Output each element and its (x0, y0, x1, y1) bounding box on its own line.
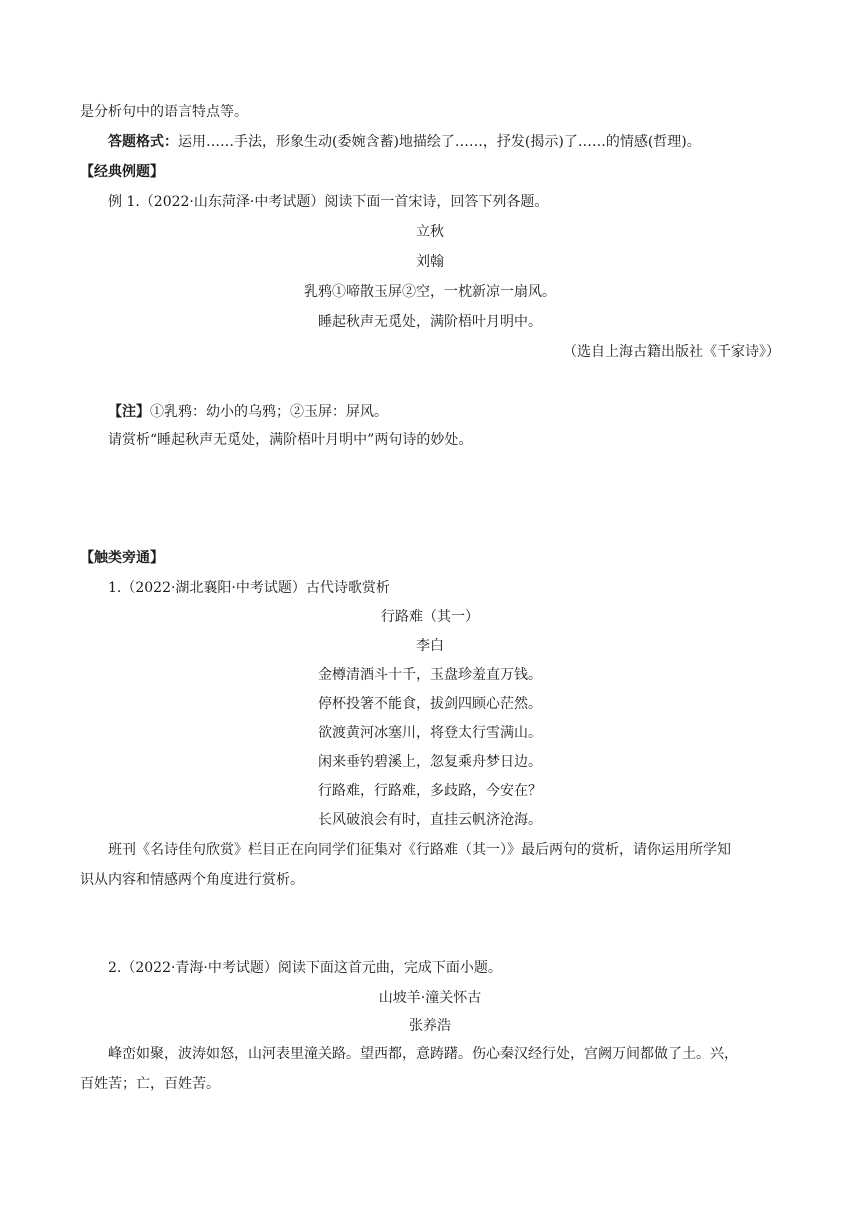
practice-q1-poem-line: 金樽清酒斗十千，玉盘珍羞直万钱。 (318, 667, 542, 683)
practice-q1-prompt-line: 班刊《名诗佳句欣赏》栏目正在向同学们征集对《行路难（其一）》最后两句的赏析，请你运用所学知 (108, 842, 731, 858)
example-heading: 【经典例题】 (80, 164, 164, 180)
example-note-label: 【注】 (108, 404, 150, 420)
practice-q1-poem-author: 李白 (416, 638, 444, 654)
practice-heading: 【触类旁通】 (80, 550, 164, 566)
example-note (108, 402, 388, 422)
answer-format-text: 运用……手法，形象生动(委婉含蓄)地描绘了……，抒发(揭示)了……的情感(哲理)。 (178, 134, 701, 150)
practice-q1-question: 1.（2022·湖北襄阳·中考试题）古代诗歌赏析 (108, 580, 390, 596)
practice-q1-poem-line: 长风破浪会有时，直挂云帆济沧海。 (318, 812, 542, 828)
example-question: 例 1.（2022·山东菏泽·中考试题）阅读下面一首宋诗，回答下列各题。 (108, 194, 549, 210)
practice-q1-poem-line: 停杯投箸不能食，拔剑四顾心茫然。 (318, 696, 542, 712)
example-poem-line: 乳鸦①啼散玉屏②空，一枕新凉一扇风。 (304, 284, 556, 300)
example-source: （选自上海古籍出版社《千家诗》） (563, 344, 780, 360)
practice-q1-poem-line: 行路难，行路难，多歧路，今安在？ (318, 783, 542, 799)
practice-q1-prompt-line: 识从内容和情感两个角度进行赏析。 (80, 872, 304, 888)
answer-format-label: 答题格式： (108, 134, 178, 150)
practice-q1-poem-title: 行路难（其一） (381, 609, 479, 625)
intro-line-tail: 是分析句中的语言特点等。 (80, 104, 248, 120)
example-poem-line: 睡起秋声无觅处，满阶梧叶月明中。 (318, 314, 542, 330)
example-poem-author: 刘翰 (416, 254, 444, 270)
example-poem-title: 立秋 (416, 224, 444, 240)
example-prompt: 请赏析“睡起秋声无觅处，满阶梧叶月明中”两句诗的妙处。 (108, 432, 473, 448)
practice-q2-poem-author: 张养浩 (409, 1018, 451, 1034)
practice-q1-poem-line: 闲来垂钓碧溪上，忽复乘舟梦日边。 (318, 754, 542, 770)
example-note-text: ①乳鸦：幼小的乌鸦；②玉屏：屏风。 (150, 404, 388, 420)
practice-q2-question: 2.（2022·青海·中考试题）阅读下面这首元曲，完成下面小题。 (108, 960, 502, 976)
practice-q2-poem-title: 山坡羊·潼关怀古 (378, 990, 482, 1006)
answer-format (108, 132, 701, 152)
practice-q2-text-line: 百姓苦；亡，百姓苦。 (80, 1076, 220, 1092)
practice-q1-poem-line: 欲渡黄河冰塞川，将登太行雪满山。 (318, 725, 542, 741)
practice-q2-text-line: 峰峦如聚，波涛如怒，山河表里潼关路。望西都，意踌躇。伤心秦汉经行处，宫阙万间都做了土。兴， (108, 1046, 738, 1062)
